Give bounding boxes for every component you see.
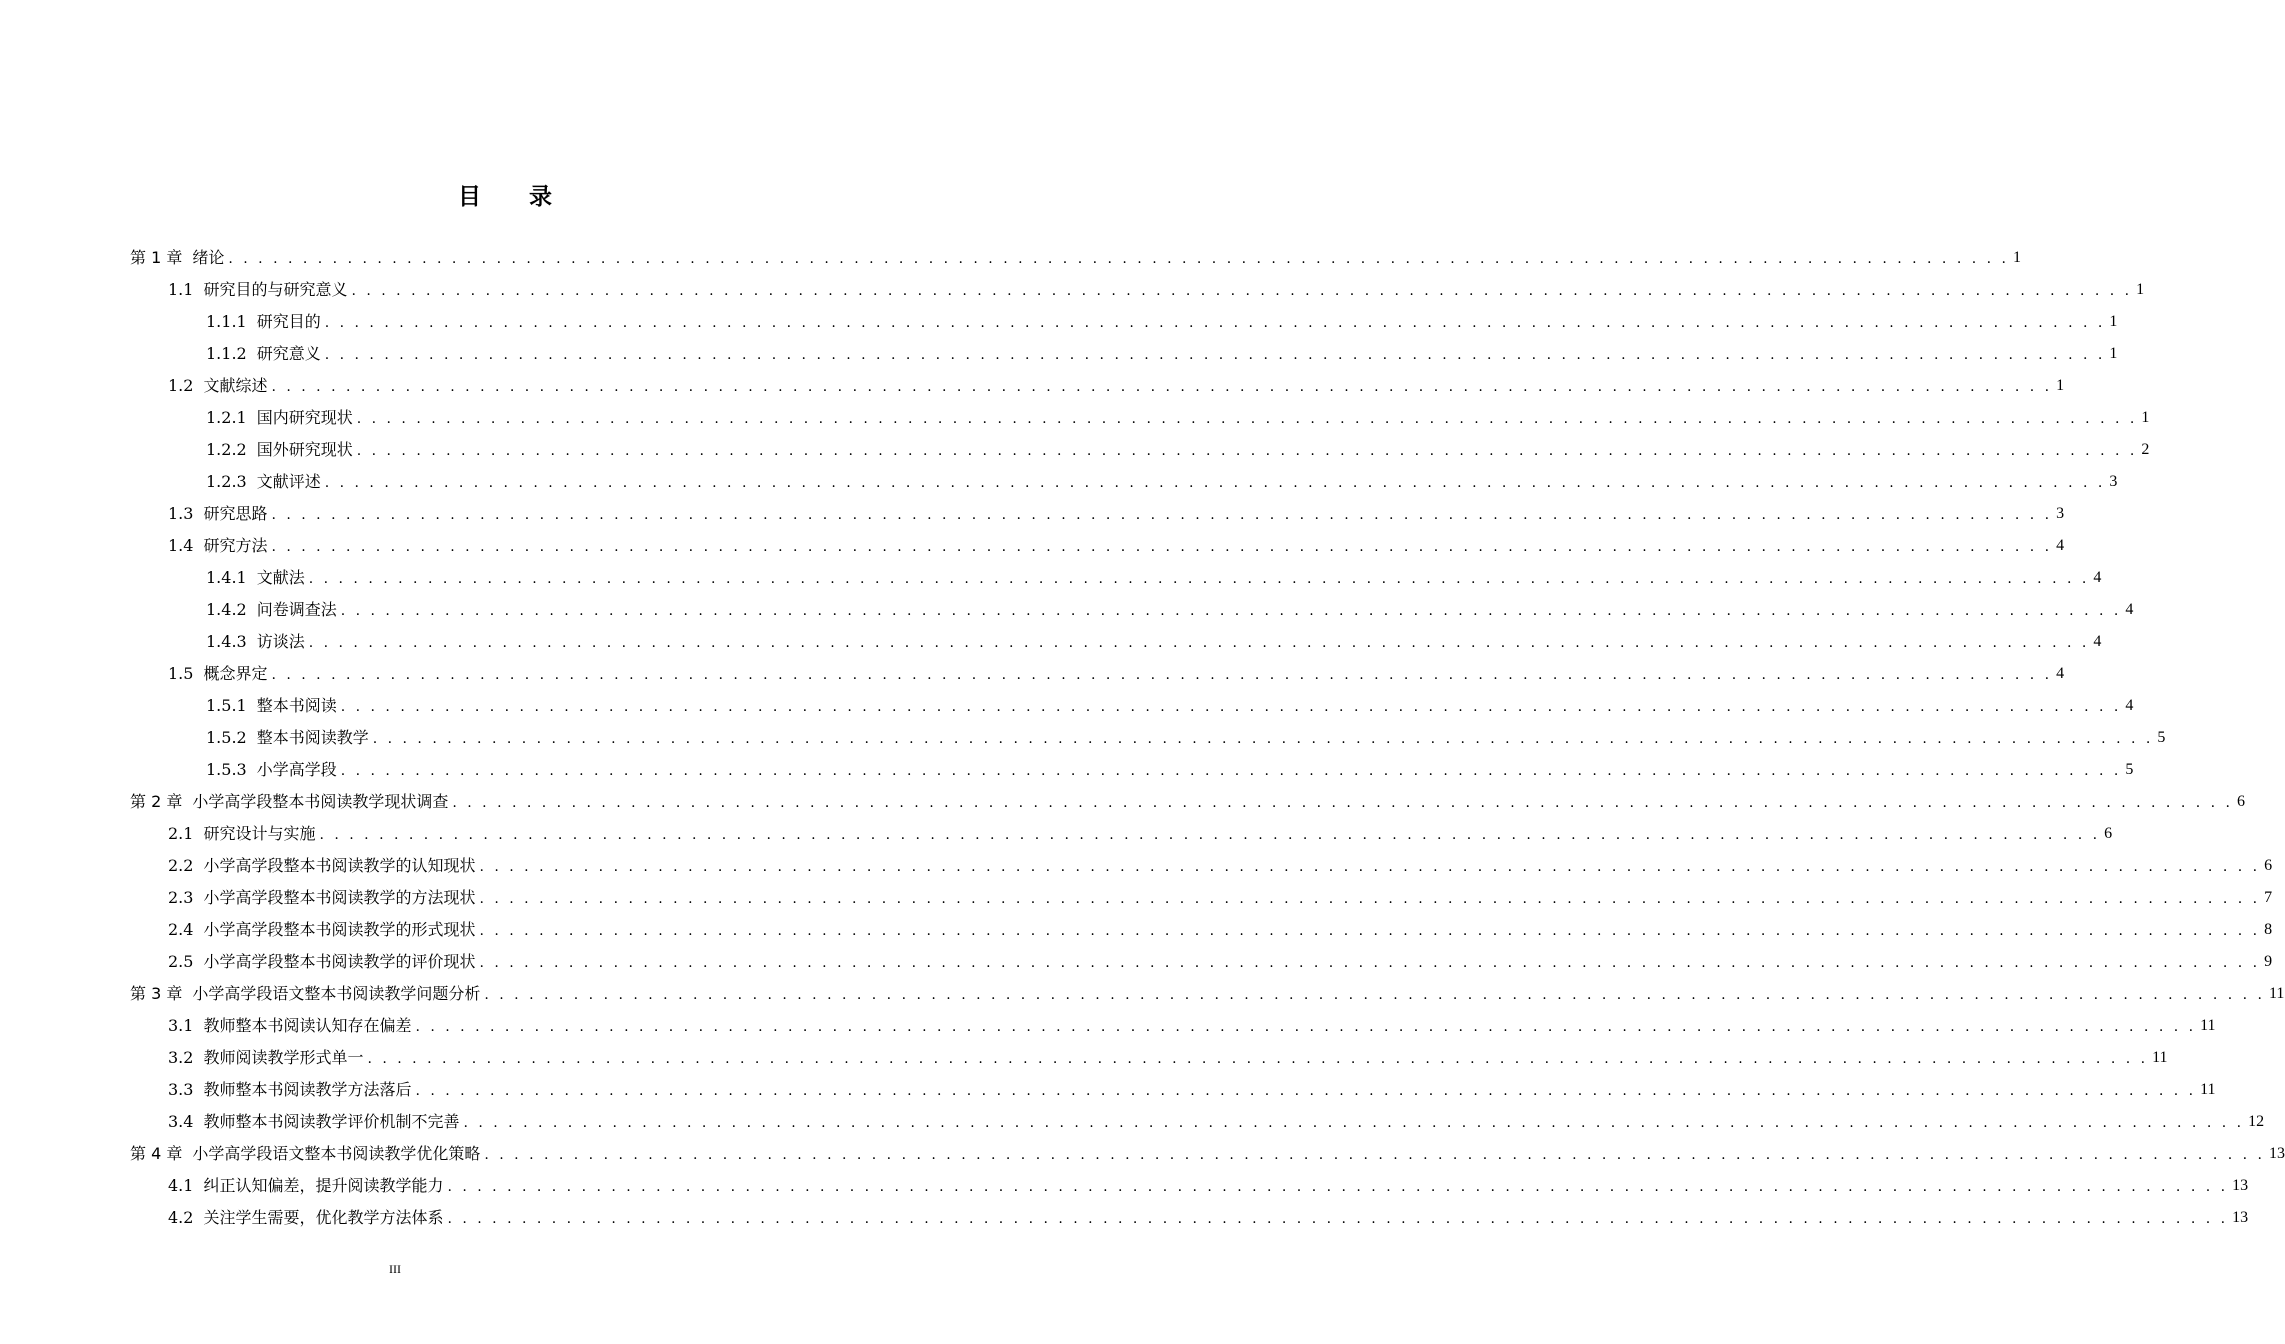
toc-entry-number: 1.1.2 (206, 344, 247, 363)
toc-entry[interactable] (168, 914, 2273, 946)
toc-entry[interactable] (168, 658, 2065, 690)
toc-entry-number: 3.3 (168, 1080, 194, 1099)
toc-dot-leader: . . . . . . . . . . . . . . . . . . . . . . . . . . . . . . . . . . . . . . . . . . . . . . . . . . . . . . . . . . . . . . . . . . . . . . . . . . . . . . . . . . . . . . . . . . . . . . . . . . . . . . . . . . . . . . . . . . . . . . . . (340, 763, 2122, 779)
toc-entry-page: 8 (2264, 921, 2273, 938)
toc-entry[interactable] (168, 498, 2065, 530)
toc-dot-leader: . . . . . . . . . . . . . . . . . . . . . . . . . . . . . . . . . . . . . . . . . . . . . . . . . . . . . . . . . . . . . . . . . . . . . . . . . . . . . . . . . . . . . . . . . . . . . . . . . . . . . . . . . . . . . . . . . . . . . . . . (324, 475, 2106, 491)
toc-entry-number: 1.1 (168, 280, 194, 299)
toc-entry[interactable] (206, 466, 2118, 498)
toc-entry-title: 小学高学段整本书阅读教学现状调查 (192, 792, 449, 811)
toc-entry[interactable] (168, 370, 2065, 402)
toc-entry-page: 13 (2268, 1145, 2285, 1162)
toc-entry-number: 1.2.2 (206, 440, 247, 459)
toc-entry-number: 4.2 (168, 1208, 194, 1227)
toc-entry[interactable] (168, 1202, 2249, 1234)
toc-entry-title: 小学高学段整本书阅读教学的方法现状 (203, 888, 476, 907)
toc-entry-title: 教师整本书阅读教学评价机制不完善 (203, 1112, 460, 1131)
toc-entry-number: 1.4 (168, 536, 194, 555)
toc-entry-title: 国内研究现状 (256, 408, 353, 427)
toc-entry-title: 问卷调查法 (256, 600, 337, 619)
toc-entry-number: 2.3 (168, 888, 194, 907)
toc-entry-number: 3.2 (168, 1048, 194, 1067)
toc-entry-title: 访谈法 (256, 632, 305, 651)
toc-title: 目 录 (457, 184, 572, 210)
toc-dot-leader: . . . . . . . . . . . . . . . . . . . . . . . . . . . . . . . . . . . . . . . . . . . . . . . . . . . . . . . . . . . . . . . . . . . . . . . . . . . . . . . . . . . . . . . . . . . . . . . . . . . . . . . . . . . . . . . . . . . . . . . . (463, 1115, 2245, 1131)
toc-dot-leader: . . . . . . . . . . . . . . . . . . . . . . . . . . . . . . . . . . . . . . . . . . . . . . . . . . . . . . . . . . . . . . . . . . . . . . . . . . . . . . . . . . . . . . . . . . . . . . . . . . . . . . . . . . . . . . . . . . . . . . . . (415, 1019, 2197, 1035)
toc-entry-number: 3.1 (168, 1016, 194, 1035)
toc-entry[interactable] (168, 274, 2145, 306)
toc-entry-number: 1.3 (168, 504, 194, 523)
toc-entry[interactable] (168, 946, 2273, 978)
toc-entry-number: 1.4.3 (206, 632, 247, 651)
toc-entry-number: 2.4 (168, 920, 194, 939)
toc-entry[interactable] (206, 626, 2102, 658)
toc-dot-leader: . . . . . . . . . . . . . . . . . . . . . . . . . . . . . . . . . . . . . . . . . . . . . . . . . . . . . . . . . . . . . . . . . . . . . . . . . . . . . . . . . . . . . . . . . . . . . . . . . . . . . . . . . . . . . . . . . . . . . . . . (271, 507, 2053, 523)
toc-entry[interactable] (168, 1170, 2249, 1202)
toc-entry-title: 研究设计与实施 (203, 824, 316, 843)
toc-entry-page: 6 (2104, 825, 2113, 842)
toc-dot-leader: . . . . . . . . . . . . . . . . . . . . . . . . . . . . . . . . . . . . . . . . . . . . . . . . . . . . . . . . . . . . . . . . . . . . . . . . . . . . . . . . . . . . . . . . . . . . . . . . . . . . . . . . . . . . . . . . . . . . . . . . (308, 635, 2090, 651)
toc-entry-page: 1 (2141, 409, 2150, 426)
toc-entry-title: 纠正认知偏差，提升阅读教学能力 (203, 1176, 444, 1195)
toc-entry-number: 1.5.2 (206, 728, 247, 747)
toc-entry-title: 教师阅读教学形式单一 (203, 1048, 364, 1067)
toc-entry-page: 11 (2200, 1017, 2216, 1034)
toc-entry-number: 1.2 (168, 376, 194, 395)
toc-entry-number: 4.1 (168, 1176, 194, 1195)
toc-entry-page: 11 (2268, 985, 2285, 1002)
toc-entry[interactable] (206, 690, 2134, 722)
toc-dot-leader: . . . . . . . . . . . . . . . . . . . . . . . . . . . . . . . . . . . . . . . . . . . . . . . . . . . . . . . . . . . . . . . . . . . . . . . . . . . . . . . . . . . . . . . . . . . . . . . . . . . . . . . . . . . . . . . . . . . . . . . . (351, 283, 2133, 299)
toc-dot-leader: . . . . . . . . . . . . . . . . . . . . . . . . . . . . . . . . . . . . . . . . . . . . . . . . . . . . . . . . . . . . . . . . . . . . . . . . . . . . . . . . . . . . . . . . . . . . . . . . . . . . . . . . . . . . . . . . . . . . . . . . (372, 731, 2154, 747)
toc-entry-number: 1.5 (168, 664, 194, 683)
toc-entry-title: 小学高学段 (256, 760, 337, 779)
toc-entry[interactable] (130, 242, 2021, 274)
toc-entry-number: 1.1.1 (206, 312, 247, 331)
toc-entry-title: 教师整本书阅读认知存在偏差 (203, 1016, 412, 1035)
toc-entry-page: 13 (2232, 1177, 2249, 1194)
toc-dot-leader: . . . . . . . . . . . . . . . . . . . . . . . . . . . . . . . . . . . . . . . . . . . . . . . . . . . . . . . . . . . . . . . . . . . . . . . . . . . . . . . . . . . . . . . . . . . . . . . . . . . . . . . . . . . . . . . . . . . . . . . . (479, 891, 2261, 907)
toc-entry-page: 6 (2236, 793, 2245, 810)
toc-entry-number: 1.4.2 (206, 600, 247, 619)
toc-entry-number: 2.5 (168, 952, 194, 971)
toc-dot-leader: . . . . . . . . . . . . . . . . . . . . . . . . . . . . . . . . . . . . . . . . . . . . . . . . . . . . . . . . . . . . . . . . . . . . . . . . . . . . . . . . . . . . . . . . . . . . . . . . . . . . . . . . . . . . . . . . . . . . . . . . (340, 699, 2122, 715)
toc-dot-leader: . . . . . . . . . . . . . . . . . . . . . . . . . . . . . . . . . . . . . . . . . . . . . . . . . . . . . . . . . . . . . . . . . . . . . . . . . . . . . . . . . . . . . . . . . . . . . . . . . . . . . . . . . . . . . . . . . . . . . . . . (447, 1211, 2229, 1227)
toc-entry[interactable] (206, 306, 2118, 338)
toc-entry-page: 3 (2056, 505, 2065, 522)
toc-dot-leader: . . . . . . . . . . . . . . . . . . . . . . . . . . . . . . . . . . . . . . . . . . . . . . . . . . . . . . . . . . . . . . . . . . . . . . . . . . . . . . . . . . . . . . . . . . . . . . . . . . . . . . . . . . . . . . . . . . . . . . . . (452, 795, 2233, 811)
toc-entry-number: 1.2.1 (206, 408, 247, 427)
toc-entry[interactable] (168, 818, 2113, 850)
toc-entry-title: 整本书阅读 (256, 696, 337, 715)
toc-entry[interactable] (130, 978, 2285, 1010)
toc-entry-page: 1 (2136, 281, 2145, 298)
toc-entry[interactable] (168, 530, 2065, 562)
toc-entry-page: 3 (2109, 473, 2118, 490)
toc-entry[interactable] (168, 1074, 2216, 1106)
toc-entry[interactable] (130, 786, 2245, 818)
toc-dot-leader: . . . . . . . . . . . . . . . . . . . . . . . . . . . . . . . . . . . . . . . . . . . . . . . . . . . . . . . . . . . . . . . . . . . . . . . . . . . . . . . . . . . . . . . . . . . . . . . . . . . . . . . . . . . . . . . . . . . . . . . . (340, 603, 2122, 619)
toc-entry-page: 4 (2125, 601, 2134, 618)
toc-dot-leader: . . . . . . . . . . . . . . . . . . . . . . . . . . . . . . . . . . . . . . . . . . . . . . . . . . . . . . . . . . . . . . . . . . . . . . . . . . . . . . . . . . . . . . . . . . . . . . . . . . . . . . . . . . . . . . . . . . . . . . . . (479, 859, 2261, 875)
toc-entry-title: 研究目的与研究意义 (203, 280, 348, 299)
toc-entry-number: 2.2 (168, 856, 194, 875)
toc-entry-page: 1 (2012, 249, 2021, 266)
toc-entry-title: 国外研究现状 (256, 440, 353, 459)
toc-entry-title: 文献法 (256, 568, 305, 587)
page-number: III (389, 1262, 401, 1276)
toc-dot-leader: . . . . . . . . . . . . . . . . . . . . . . . . . . . . . . . . . . . . . . . . . . . . . . . . . . . . . . . . . . . . . . . . . . . . . . . . . . . . . . . . . . . . . . . . . . . . . . . . . . . . . . . . . . . . . . . . . . . . . . . . (367, 1051, 2149, 1067)
toc-entry-number: 第 4 章 (130, 1144, 183, 1163)
toc-entry-title: 小学高学段语文整本书阅读教学问题分析 (192, 984, 481, 1003)
toc-dot-leader: . . . . . . . . . . . . . . . . . . . . . . . . . . . . . . . . . . . . . . . . . . . . . . . . . . . . . . . . . . . . . . . . . . . . . . . . . . . . . . . . . . . . . . . . . . . . . . . . . . . . . . . . . . . . . . . . . . . . . . . . (484, 1147, 2265, 1163)
toc-entry-page: 11 (2152, 1049, 2168, 1066)
toc-entry-title: 小学高学段整本书阅读教学的认知现状 (203, 856, 476, 875)
toc-dot-leader: . . . . . . . . . . . . . . . . . . . . . . . . . . . . . . . . . . . . . . . . . . . . . . . . . . . . . . . . . . . . . . . . . . . . . . . . . . . . . . . . . . . . . . . . . . . . . . . . . . . . . . . . . . . . . . . . . . . . . . . . (447, 1179, 2229, 1195)
toc-entry[interactable] (206, 754, 2134, 786)
toc-entry-title: 研究思路 (203, 504, 268, 523)
toc-dot-leader: . . . . . . . . . . . . . . . . . . . . . . . . . . . . . . . . . . . . . . . . . . . . . . . . . . . . . . . . . . . . . . . . . . . . . . . . . . . . . . . . . . . . . . . . . . . . . . . . . . . . . . . . . . . . . . . . . . . . . . . . (271, 539, 2053, 555)
toc-entry-page: 4 (2125, 697, 2134, 714)
toc-entry-page: 13 (2232, 1209, 2249, 1226)
toc-dot-leader: . . . . . . . . . . . . . . . . . . . . . . . . . . . . . . . . . . . . . . . . . . . . . . . . . . . . . . . . . . . . . . . . . . . . . . . . . . . . . . . . . . . . . . . . . . . . . . . . . . . . . . . . . . . . . . . . . . . . . . . . (356, 411, 2138, 427)
toc-dot-leader: . . . . . . . . . . . . . . . . . . . . . . . . . . . . . . . . . . . . . . . . . . . . . . . . . . . . . . . . . . . . . . . . . . . . . . . . . . . . . . . . . . . . . . . . . . . . . . . . . . . . . . . . . . . . . . . . . . . . . . . . (271, 667, 2053, 683)
toc-entry[interactable] (206, 562, 2102, 594)
toc-entry-page: 4 (2093, 569, 2102, 586)
toc-dot-leader: . . . . . . . . . . . . . . . . . . . . . . . . . . . . . . . . . . . . . . . . . . . . . . . . . . . . . . . . . . . . . . . . . . . . . . . . . . . . . . . . . . . . . . . . . . . . . . . . . . . . . . . . . . . . . . . . . . . . . . . . (271, 379, 2053, 395)
toc-dot-leader: . . . . . . . . . . . . . . . . . . . . . . . . . . . . . . . . . . . . . . . . . . . . . . . . . . . . . . . . . . . . . . . . . . . . . . . . . . . . . . . . . . . . . . . . . . . . . . . . . . . . . . . . . . . . . . . . . . . . . . . . (324, 315, 2106, 331)
toc-entry-number: 2.1 (168, 824, 194, 843)
toc-entry-title: 文献评述 (256, 472, 321, 491)
toc-entry[interactable] (206, 722, 2166, 754)
toc-entry-title: 教师整本书阅读教学方法落后 (203, 1080, 412, 1099)
toc-dot-leader: . . . . . . . . . . . . . . . . . . . . . . . . . . . . . . . . . . . . . . . . . . . . . . . . . . . . . . . . . . . . . . . . . . . . . . . . . . . . . . . . . . . . . . . . . . . . . . . . . . . . . . . . . . . . . . . . . . . . . . . . (324, 347, 2106, 363)
toc-entry-number: 1.5.1 (206, 696, 247, 715)
toc-dot-leader: . . . . . . . . . . . . . . . . . . . . . . . . . . . . . . . . . . . . . . . . . . . . . . . . . . . . . . . . . . . . . . . . . . . . . . . . . . . . . . . . . . . . . . . . . . . . . . . . . . . . . . . . . . . . . . . . . . . . . . . . (479, 923, 2261, 939)
toc-dot-leader: . . . . . . . . . . . . . . . . . . . . . . . . . . . . . . . . . . . . . . . . . . . . . . . . . . . . . . . . . . . . . . . . . . . . . . . . . . . . . . . . . . . . . . . . . . . . . . . . . . . . . . . . . . . . . . . . . . . . . . . . (319, 827, 2101, 843)
toc-entry[interactable] (206, 594, 2134, 626)
toc-entry-page: 4 (2093, 633, 2102, 650)
toc-entry-page: 4 (2056, 537, 2065, 554)
toc-entry-page: 6 (2264, 857, 2273, 874)
toc-entry-number: 3.4 (168, 1112, 194, 1131)
toc-entry-page: 7 (2264, 889, 2273, 906)
toc-entry-title: 研究方法 (203, 536, 268, 555)
toc-entry-title: 小学高学段整本书阅读教学的评价现状 (203, 952, 476, 971)
toc-entry-number: 1.5.3 (206, 760, 247, 779)
toc-dot-leader: . . . . . . . . . . . . . . . . . . . . . . . . . . . . . . . . . . . . . . . . . . . . . . . . . . . . . . . . . . . . . . . . . . . . . . . . . . . . . . . . . . . . . . . . . . . . . . . . . . . . . . . . . . . . . . . . . . . . . . . . (479, 955, 2261, 971)
toc-entry-page: 4 (2056, 665, 2065, 682)
toc-entry-title: 文献综述 (203, 376, 268, 395)
toc-entry[interactable] (168, 1106, 2265, 1138)
toc-entry-page: 1 (2056, 377, 2065, 394)
toc-entry-title: 小学高学段语文整本书阅读教学优化策略 (192, 1144, 481, 1163)
toc-entry-page: 9 (2264, 953, 2273, 970)
toc-dot-leader: . . . . . . . . . . . . . . . . . . . . . . . . . . . . . . . . . . . . . . . . . . . . . . . . . . . . . . . . . . . . . . . . . . . . . . . . . . . . . . . . . . . . . . . . . . . . . . . . . . . . . . . . . . . . . . . . . . . . . . . . (356, 443, 2138, 459)
toc-entry-title: 概念界定 (203, 664, 268, 683)
toc-entry-number: 1.4.1 (206, 568, 247, 587)
toc-entry[interactable] (168, 1010, 2216, 1042)
toc-entry-page: 5 (2125, 761, 2134, 778)
toc-entry-title: 整本书阅读教学 (256, 728, 369, 747)
toc-entry-title: 研究意义 (256, 344, 321, 363)
toc-entry-page: 5 (2157, 729, 2166, 746)
toc-entry-page: 11 (2200, 1081, 2216, 1098)
toc-entry-number: 第 2 章 (130, 792, 183, 811)
toc-entry-title: 研究目的 (256, 312, 321, 331)
toc-entry[interactable] (206, 434, 2150, 466)
toc-entry-number: 1.2.3 (206, 472, 247, 491)
toc-entry[interactable] (168, 850, 2273, 882)
toc-entry[interactable] (168, 1042, 2168, 1074)
toc-dot-leader: . . . . . . . . . . . . . . . . . . . . . . . . . . . . . . . . . . . . . . . . . . . . . . . . . . . . . . . . . . . . . . . . . . . . . . . . . . . . . . . . . . . . . . . . . . . . . . . . . . . . . . . . . . . . . . . . . . . . . . . . (415, 1083, 2197, 1099)
toc-entry-page: 1 (2109, 313, 2118, 330)
toc-entry-page: 2 (2141, 441, 2150, 458)
toc-dot-leader: . . . . . . . . . . . . . . . . . . . . . . . . . . . . . . . . . . . . . . . . . . . . . . . . . . . . . . . . . . . . . . . . . . . . . . . . . . . . . . . . . . . . . . . . . . . . . . . . . . . . . . . . . . . . . . . . . . . . . . . . (228, 251, 2009, 267)
toc-dot-leader: . . . . . . . . . . . . . . . . . . . . . . . . . . . . . . . . . . . . . . . . . . . . . . . . . . . . . . . . . . . . . . . . . . . . . . . . . . . . . . . . . . . . . . . . . . . . . . . . . . . . . . . . . . . . . . . . . . . . . . . . (484, 987, 2265, 1003)
toc-entry[interactable] (130, 1138, 2285, 1170)
toc-entry[interactable] (168, 882, 2273, 914)
toc-dot-leader: . . . . . . . . . . . . . . . . . . . . . . . . . . . . . . . . . . . . . . . . . . . . . . . . . . . . . . . . . . . . . . . . . . . . . . . . . . . . . . . . . . . . . . . . . . . . . . . . . . . . . . . . . . . . . . . . . . . . . . . . (308, 571, 2090, 587)
toc-entry-page: 1 (2109, 345, 2118, 362)
toc-entry[interactable] (206, 402, 2150, 434)
toc-entry-title: 绪论 (192, 248, 225, 267)
toc-entry[interactable] (206, 338, 2118, 370)
toc-entry-title: 关注学生需要，优化教学方法体系 (203, 1208, 444, 1227)
toc-entry-number: 第 3 章 (130, 984, 183, 1003)
toc-entry-number: 第 1 章 (130, 248, 183, 267)
toc-entry-title: 小学高学段整本书阅读教学的形式现状 (203, 920, 476, 939)
toc-entry-page: 12 (2248, 1113, 2265, 1130)
